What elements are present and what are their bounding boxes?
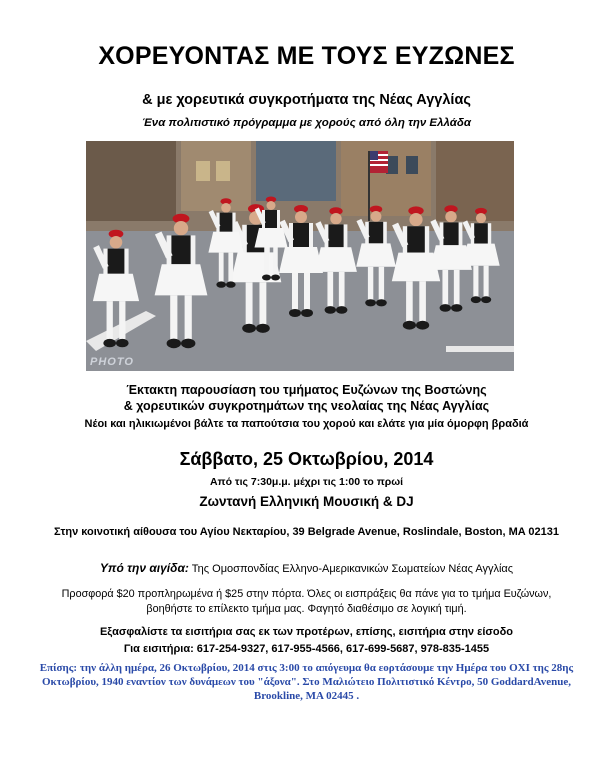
evzones-parade-photo: [86, 141, 514, 371]
invitation-line: Νέοι και ηλικιωμένοι βάλτε τα παπούτσια του χορού και ελάτε για μία όμορφη βραδιά: [84, 418, 529, 430]
event-address: Στην κοινοτική αίθουσα του Αγίου Νεκταρίου, 39 Belgrade Avenue, Roslindale, Boston, MA 02131: [54, 526, 559, 538]
flyer-title: ΧΟΡΕΥΟΝΤΑΣ ΜΕ ΤΟΥΣ ΕΥΖΩΝΕΣ: [98, 42, 515, 70]
ticket-phones: Για εισιτήρια: 617-254-9327, 617-955-4566, 617-699-5687, 978-835-1455: [123, 643, 490, 655]
price-info: Προσφορά $20 προπληρωμένα ή $25 στην πόρτα. Όλες οι εισπράξεις θα πάνε για το τμήμα Ευζώνων, βοηθήστε το επίλεκτο τμήμα μας. Φαγητό διαθέσιμο σε λογική τιμή.: [61, 588, 552, 615]
flyer-subtitle: & με χορευτικά συγκροτήματα της Νέας Αγγλίας: [142, 92, 471, 108]
description-line-2: & χορευτικών συγκροτημάτων της νεολαίας της Νέας Αγγλίας: [123, 399, 490, 413]
also-event-note: Επίσης: την άλλη ημέρα, 26 Οκτωβρίου, 2014 στις 3:00 το απόγευμα θα εορτάσουμε την Ημέρα του ΟΧΙ της 28ης Οκτωβρίου, 1940 εναντίον των δυνάμεων του "άξονα". Στο Μαλιώτειο Πολιτιστικό Κέντρο, 50 GoddardAvenue, Brookline, MA 02445 .: [39, 662, 574, 702]
sponsor-label: Υπό την αιγίδα:: [99, 561, 189, 575]
sponsor-line: [0, 561, 613, 575]
music-line: Ζωντανή Ελληνική Μουσική & DJ: [199, 494, 414, 509]
sponsor-text: Της Ομοσπονδίας Ελληνο-Αμερικανικών Σωματείων Νέας Αγγλίας: [191, 563, 514, 575]
flyer-tagline: Ένα πολιτιστικό πρόγραμμα με χορούς από όλη την Ελλάδα: [141, 117, 472, 129]
event-time: Από τις 7:30μ.μ. μέχρι τις 1:00 το πρωί: [209, 476, 404, 488]
event-date: Σάββατο, 25 Οκτωβρίου, 2014: [179, 449, 434, 469]
tickets-advance: Εξασφαλίστε τα εισιτήρια σας εκ των προτέρων, επίσης, εισιτήρια στην είσοδο: [99, 626, 514, 638]
photo-watermark: PHOTO: [90, 356, 134, 368]
event-description: [0, 382, 613, 414]
description-line-1: Έκτακτη παρουσίαση του τμήματος Ευζώνων της Βοστώνης: [126, 383, 487, 397]
